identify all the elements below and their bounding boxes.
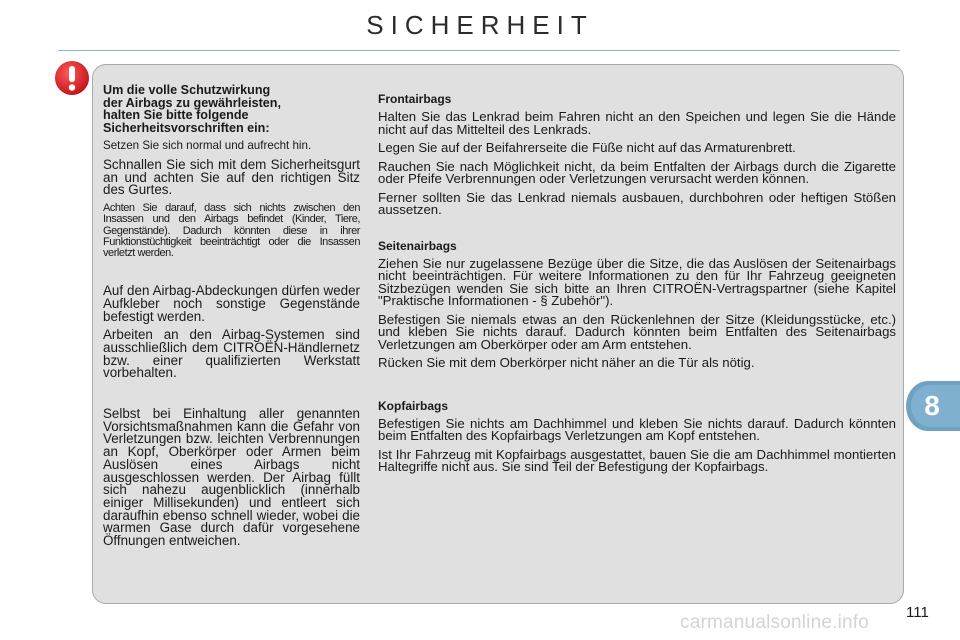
paragraph: Ist Ihr Fahrzeug mit Kopfairbags ausgestattet, bauen Sie die am Dachhimmel montierten Haltegriffe nicht aus. Sie sind Teil der Befestigung der Kopfairbags. [378, 446, 896, 474]
page-title: SICHERHEIT [366, 10, 594, 40]
page-number: 111 [906, 604, 929, 621]
chapter-number: 8 [924, 390, 940, 421]
paragraph: Rauchen Sie nach Möglichkeit nicht, da beim Entfalten der Airbags durch die Zigarette oder Pfeife Verbrennungen oder Verletzungen verursacht werden können. [378, 158, 896, 186]
section-heading-frontairbags: Frontairbags [378, 92, 452, 106]
right-column [378, 93, 896, 480]
heading-line: halten Sie bitte folgende [103, 108, 249, 122]
section-heading-seitenairbags: Seitenairbags [378, 238, 457, 253]
paragraph: Ferner sollten Sie das Lenkrad niemals ausbauen, durchbohren oder heftigen Stößen aussetzen. [378, 189, 896, 217]
paragraph-no-stickers: Auf den Airbag-Abdeckungen dürfen weder Aufkleber noch sonstige Gegenstände befestigt werden. [103, 283, 360, 324]
safety-heading [103, 84, 360, 134]
left-column [103, 84, 360, 554]
paragraph: Befestigen Sie nichts am Dachhimmel und kleben Sie nichts darauf. Dadurch könnten beim Entfalten des Kopfairbags Verletzungen am Kopf entstehen. [378, 415, 896, 443]
paragraph-injury-risk: Selbst bei Einhaltung aller genannten Vorsichtsmaßnahmen kann die Gefahr von Verletzungen bzw. leichten Verbrennungen an Kopf, Oberkörper oder Armen beim Auslösen eines Airbags nicht ausgeschlossen werden. Der Airbag füllt sich nahezu augenblicklich (innerhalb einiger Millisekunden) und entleert sich daraufhin ebenso schnell wieder, wobei die warmen Gase durch dafür vorgesehene Öffnungen entweichen. [103, 406, 360, 549]
heading-line: Sicherheitsvorschriften ein: [103, 120, 270, 135]
paragraph: Halten Sie das Lenkrad beim Fahren nicht an den Speichen und legen Sie die Hände nicht auf das Mittelteil des Lenkrads. [378, 109, 896, 137]
heading-line: Um die volle Schutzwirkung [103, 83, 271, 97]
section-heading-kopfairbags: Kopfairbags [378, 398, 449, 413]
exclamation-icon [54, 60, 90, 96]
paragraph: Rücken Sie mit dem Oberkörper nicht näher an die Tür als nötig. [378, 355, 755, 370]
paragraph-workshop: Arbeiten an den Airbag-Systemen sind ausschließlich dem CITROËN-Händlernetz bzw. einer qualifizierten Werkstatt vorbehalten. [103, 327, 360, 381]
paragraph: Legen Sie auf der Beifahrerseite die Füße nicht auf das Armaturenbrett. [378, 140, 796, 155]
paragraph-sit-upright: Setzen Sie sich normal und aufrecht hin. [103, 139, 312, 152]
paragraph-seatbelt: Schnallen Sie sich mit dem Sicherheitsgurt an und achten Sie auf den richtigen Sitz des Gurtes. [103, 157, 360, 198]
heading-line: der Airbags zu gewährleisten, [103, 95, 281, 110]
watermark: carmanualsonline.info [680, 612, 870, 633]
paragraph: Befestigen Sie niemals etwas an den Rückenlehnen der Sitze (Kleidungsstücke, etc.) und kleben Sie nichts darauf. Dadurch könnten beim Entfalten des Seitenairbags Verletzungen am Oberkörper oder am Arm entstehen. [378, 311, 896, 352]
title-divider [58, 50, 900, 51]
paragraph-nothing-between: Achten Sie darauf, dass sich nichts zwischen den Insassen und den Airbags befindet (Kinder, Tiere, Gegenstände). Dadurch könnten diese in ihrer Funktionstüchtigkeit beeinträchtigt oder die Insassen verletzt werden. [103, 202, 360, 259]
paragraph: Ziehen Sie nur zugelassene Bezüge über die Sitze, die das Auslösen der Seitenairbags nicht beeinträchtigen. Für weitere Informationen zu den für Ihr Fahrzeug geeigneten Sitzbezügen wenden Sie sich bitte an Ihren CITROËN-Vertragspartner (siehe Kapitel "Praktische Informationen - § Zubehör"). [378, 255, 896, 308]
